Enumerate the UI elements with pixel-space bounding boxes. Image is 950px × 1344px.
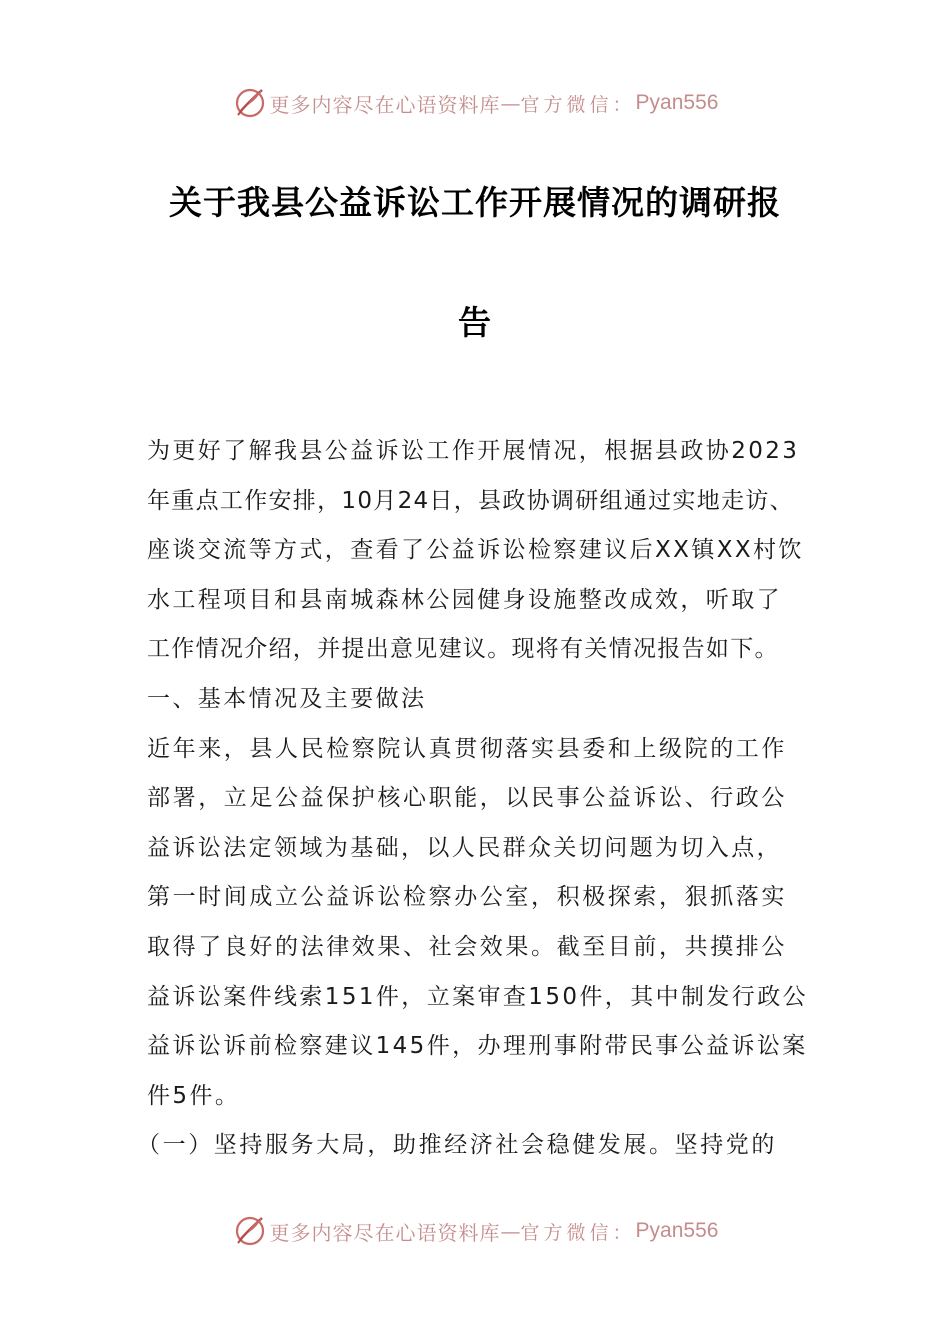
watermark-dash: — bbox=[500, 1219, 521, 1243]
body-line: 部署，立足公益保护核心职能，以民事公益诉讼、行政公 bbox=[147, 785, 787, 812]
watermark-text: 更多内容尽在心语资料库 bbox=[269, 1220, 501, 1245]
body-line: 第一时间成立公益诉讼检察办公室，积极探索，狠抓落实 bbox=[147, 884, 787, 911]
quill-pen-logo-icon bbox=[232, 1213, 268, 1249]
quill-pen-logo-icon bbox=[232, 85, 268, 121]
footer-watermark bbox=[0, 1211, 950, 1251]
watermark-label: 官方微信： bbox=[520, 93, 636, 116]
body-line: 座谈交流等方式，查看了公益诉讼检察建议后XX镇XX村饮 bbox=[147, 537, 804, 564]
body-line: 件5件。 bbox=[147, 1082, 241, 1109]
body-line: 益诉讼案件线索151件，立案审查150件，其中制发行政公 bbox=[147, 983, 808, 1010]
body-line: 取得了良好的法律效果、社会效果。截至目前，共摸排公 bbox=[147, 933, 787, 960]
watermark-id: Pyan556 bbox=[635, 91, 719, 114]
section-heading: 一、基本情况及主要做法 bbox=[147, 685, 427, 712]
body-line: 为更好了解我县公益诉讼工作开展情况，根据县政协2023 bbox=[147, 438, 800, 464]
watermark-label: 官方微信： bbox=[520, 1221, 636, 1244]
body-line: 益诉讼诉前检察建议145件，办理刑事附带民事公益诉讼案 bbox=[147, 1033, 808, 1060]
header-watermark bbox=[0, 83, 950, 123]
body-line: 水工程项目和县南城森林公园健身设施整改成效，听取了 bbox=[147, 586, 782, 613]
subsection-heading: （一）坚持服务大局，助推经济社会稳健发展。坚持党的 bbox=[137, 1132, 777, 1159]
document-body bbox=[137, 427, 837, 1171]
document-title-line-2: 告 bbox=[458, 303, 492, 342]
body-line: 益诉讼法定领域为基础，以人民群众关切问题为切入点， bbox=[147, 834, 782, 861]
body-line: 工作情况介绍，并提出意见建议。现将有关情况报告如下。 bbox=[147, 636, 779, 663]
body-line: 近年来，县人民检察院认真贯彻落实县委和上级院的工作 bbox=[147, 735, 787, 762]
document-title-line-1: 关于我县公益诉讼工作开展情况的调研报 bbox=[169, 183, 781, 222]
watermark-dash: — bbox=[500, 91, 521, 115]
body-line: 年重点工作安排，10月24日，县政协调研组通过实地走访、 bbox=[147, 487, 794, 514]
watermark-text: 更多内容尽在心语资料库 bbox=[269, 92, 501, 117]
watermark-id: Pyan556 bbox=[635, 1219, 719, 1242]
